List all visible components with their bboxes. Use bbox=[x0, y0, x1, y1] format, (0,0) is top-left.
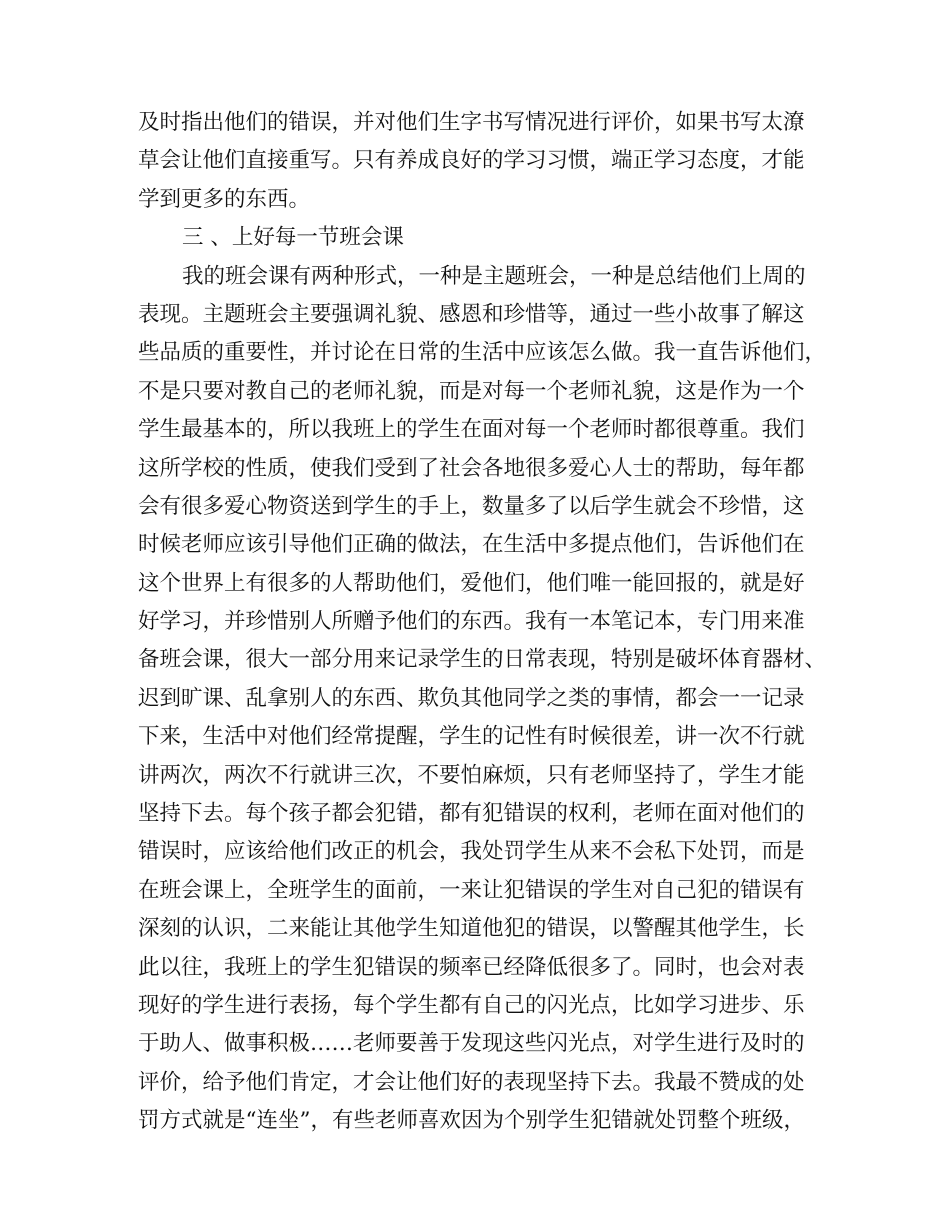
text-line: 错误时，应该给他们改正的机会，我处罚学生从来不会私下处罚，而是 bbox=[138, 839, 805, 865]
text-line: 这个世界上有很多的人帮助他们，爱他们，他们唯一能回报的，就是好 bbox=[138, 570, 805, 596]
text-line: 这所学校的性质，使我们受到了社会各地很多爱心人士的帮助，每年都 bbox=[138, 455, 805, 481]
text-line: 现好的学生进行表扬，每个学生都有自己的闪光点，比如学习进步、乐 bbox=[138, 992, 805, 1018]
body-text bbox=[138, 104, 828, 1141]
text-line: 坚持下去。每个孩子都会犯错，都有犯错误的权利，老师在面对他们的 bbox=[138, 801, 805, 827]
text-line: 此以往，我班上的学生犯错误的频率已经降低很多了。同时，也会对表 bbox=[138, 954, 805, 980]
text-line: 及时指出他们的错误，并对他们生字书写情况进行评价，如果书写太潦 bbox=[138, 110, 805, 135]
text-line: 评价，给予他们肯定，才会让他们好的表现坚持下去。我最不赞成的处 bbox=[138, 1069, 805, 1095]
text-line: 迟到旷课、乱拿别人的东西、欺负其他同学之类的事情，都会一一记录 bbox=[138, 685, 805, 711]
text-line: 学生最基本的，所以我班上的学生在面对每一个老师时都很尊重。我们 bbox=[138, 417, 805, 443]
text-line: 草会让他们直接重写。只有养成良好的学习习惯，端正学习态度，才能 bbox=[138, 148, 805, 174]
text-line: 下来，生活中对他们经常提醒，学生的记性有时候很差，讲一次不行就 bbox=[138, 724, 805, 750]
text-line: 深刻的认识，二来能让其他学生知道他犯的错误，以警醒其他学生，长 bbox=[138, 916, 805, 942]
text-line: 罚方式就是“连坐”，有些老师喜欢因为个别学生犯错就处罚整个班级， bbox=[138, 1108, 805, 1134]
text-line: 讲两次，两次不行就讲三次，不要怕麻烦，只有老师坚持了，学生才能 bbox=[138, 762, 805, 788]
text-line: 备班会课，很大一部分用来记录学生的日常表现，特别是破坏体育器材、 bbox=[138, 647, 827, 673]
text-line: 会有很多爱心物资送到学生的手上，数量多了以后学生就会不珍惜，这 bbox=[138, 493, 805, 519]
text-line: 不是只要对教自己的老师礼貌，而是对每一个老师礼貌，这是作为一个 bbox=[138, 378, 805, 404]
text-line: 我的班会课有两种形式，一种是主题班会，一种是总结他们上周的 bbox=[182, 263, 806, 289]
text-line: 于助人、做事积极……老师要善于发现这些闪光点，对学生进行及时的 bbox=[138, 1031, 805, 1057]
text-line: 学到更多的东西。 bbox=[138, 186, 311, 212]
text-line: 时候老师应该引导他们正确的做法，在生活中多提点他们，告诉他们在 bbox=[138, 532, 805, 558]
section-heading: 三 、上好每一节班会课 bbox=[182, 225, 404, 251]
text-line: 些品质的重要性，并讨论在日常的生活中应该怎么做。我一直告诉他们， bbox=[138, 340, 827, 366]
text-line: 在班会课上，全班学生的面前，一来让犯错误的学生对自己犯的错误有 bbox=[138, 877, 805, 903]
text-line: 表现。主题班会主要强调礼貌、感恩和珍惜等，通过一些小故事了解这 bbox=[138, 301, 805, 327]
text-line: 好学习，并珍惜别人所赠予他们的东西。我有一本笔记本，专门用来准 bbox=[138, 609, 805, 635]
